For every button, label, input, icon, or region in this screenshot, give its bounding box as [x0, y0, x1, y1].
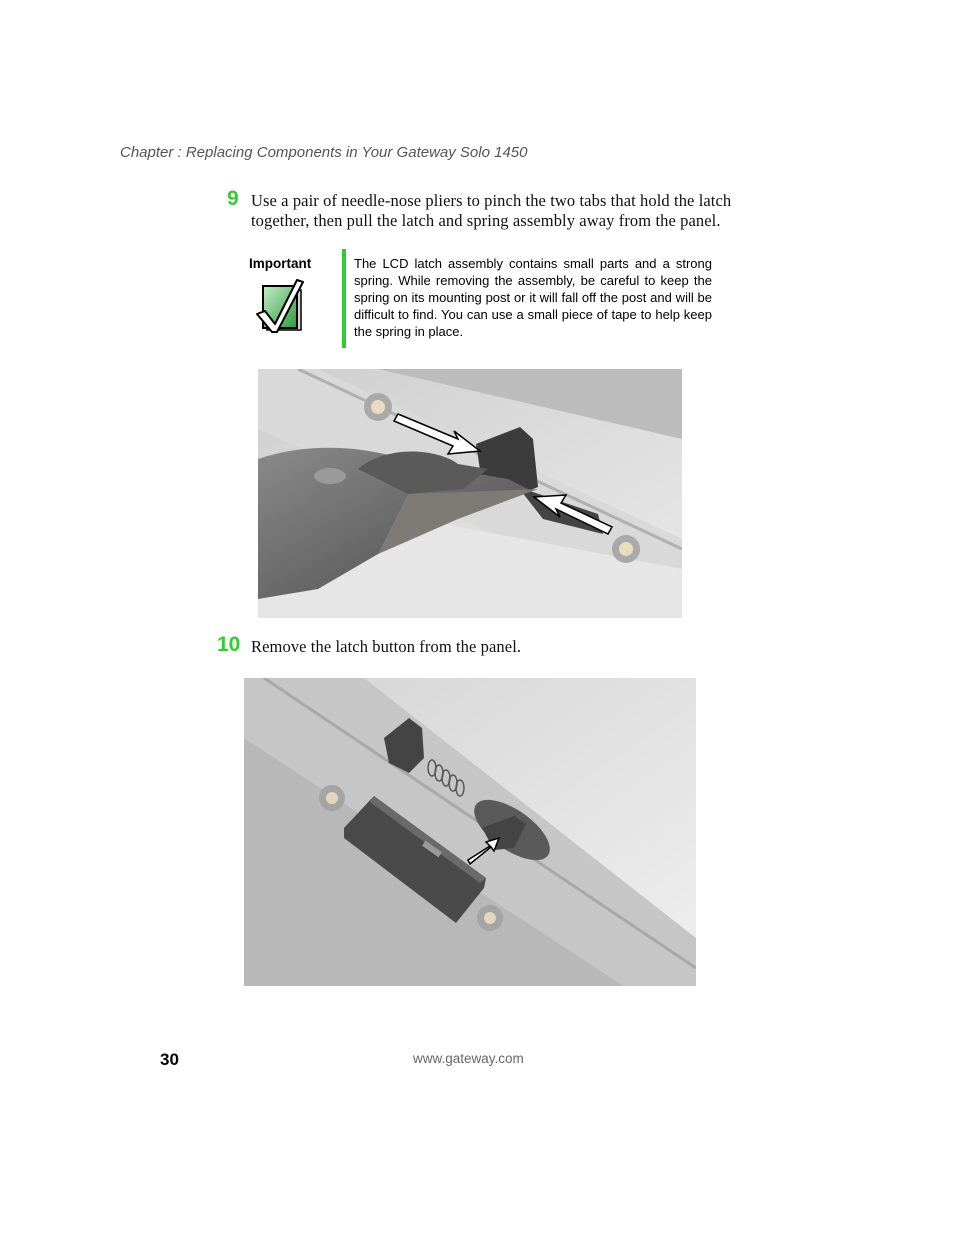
- important-text: The LCD latch assembly contains small parts and a strong spring. While removing the assembly, be careful to keep the spring on its mounting post or it will fall off the post and will be difficult to find. You can use a small piece of tape to help keep the spring in place.: [354, 256, 712, 339]
- step-9-number: 9: [227, 187, 239, 210]
- step-10-text: Remove the latch button from the panel.: [251, 637, 522, 656]
- important-accent-bar: [342, 249, 346, 348]
- step-9-text: Use a pair of needle-nose pliers to pinch the two tabs that hold the latch together, then pull the latch and spring assembly away from the panel.: [251, 191, 732, 230]
- footer-url: www.gateway.com: [413, 1051, 524, 1066]
- checkmark-icon: [255, 278, 305, 334]
- latch-removed-photo: [244, 678, 696, 986]
- step-10-number: 10: [217, 633, 241, 656]
- pliers-latch-photo: [258, 369, 682, 618]
- page-number: 30: [160, 1050, 179, 1069]
- important-label: Important: [249, 256, 312, 271]
- chapter-header: Chapter : Replacing Components in Your Gateway Solo 1450: [120, 144, 528, 161]
